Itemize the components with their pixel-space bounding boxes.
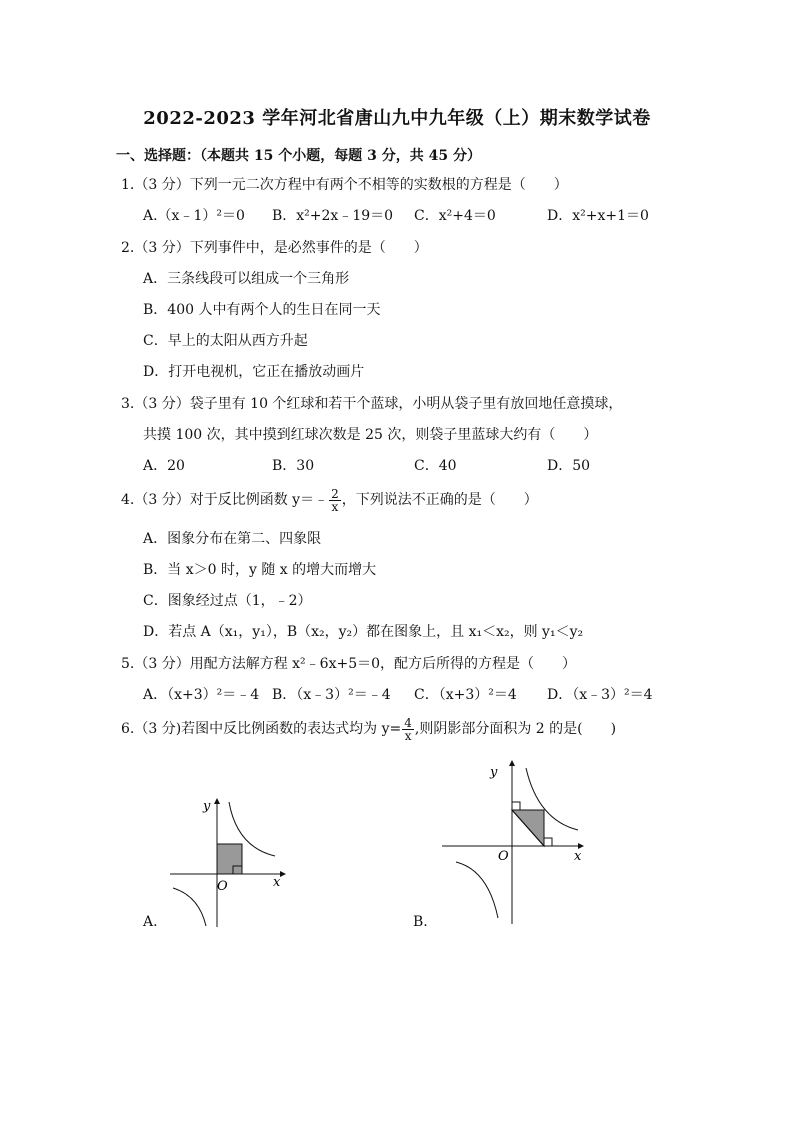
- question-2-stem: 2.（3 分）下列事件中，是必然事件的是（ ）: [121, 240, 428, 256]
- y-axis-arrow: [214, 798, 220, 804]
- origin-label: O: [217, 879, 228, 894]
- question-3-stem-line-1: 3.（3 分）袋子里有 10 个红球和若干个蓝球，小明从袋子里有放回地任意摸球，: [121, 396, 623, 412]
- question-3-stem-line-2: 共摸 100 次，其中摸到红球次数是 25 次，则袋子里蓝球大约有（ ）: [143, 427, 598, 443]
- fraction-denominator: x: [331, 499, 339, 514]
- figure-a-label: A.: [143, 914, 158, 930]
- figure-a: [165, 792, 290, 932]
- question-5-option-b: B．（x﹣3）²＝﹣4: [272, 687, 391, 703]
- question-2-option-c: C．早上的太阳从西方升起: [143, 333, 308, 349]
- question-3-option-d: D．50: [547, 458, 591, 474]
- question-5-option-c: C．（x+3）²＝4: [414, 687, 517, 703]
- right-angle-mark-bottom: [544, 838, 552, 846]
- origin-label: O: [498, 849, 509, 864]
- question-4-stem-pre: 4.（3 分）对于反比例函数 y＝﹣: [121, 492, 329, 508]
- question-4-option-d: D．若点 A（x₁，y₁），B（x₂，y₂）都在图象上，且 x₁＜x₂，则 y₁＜y₂: [143, 624, 584, 640]
- question-5-option-d: D．（x﹣3）²＝4: [547, 687, 653, 703]
- question-3-option-c: C．40: [414, 458, 457, 474]
- question-6-stem: [121, 714, 616, 744]
- x-axis-label: x: [273, 875, 281, 890]
- hyperbola-branch-q3: [173, 888, 206, 926]
- question-2-option-b: B．400 人中有两个人的生日在同一天: [143, 302, 381, 318]
- question-5-option-a: A．（x+3）²＝﹣4: [143, 687, 260, 703]
- question-4-fraction: [329, 488, 341, 513]
- right-angle-mark-top: [512, 802, 520, 810]
- question-4-stem: [121, 487, 538, 513]
- question-1-option-b: B．x²+2x﹣19＝0: [272, 208, 394, 224]
- y-axis-label: y: [490, 765, 498, 780]
- question-4-option-b: B．当 x＞0 时，y 随 x 的增大而增大: [143, 562, 377, 578]
- question-6-fraction: [402, 717, 414, 742]
- question-1-option-a: A.（x﹣1）²＝0: [143, 208, 245, 224]
- question-4-option-a: A．图象分布在第二、四象限: [143, 531, 322, 547]
- x-axis-label: x: [574, 849, 582, 864]
- question-1-option-c: C．x²+4＝0: [414, 208, 496, 224]
- shaded-rectangle: [217, 844, 242, 874]
- question-2-option-a: A．三条线段可以组成一个三角形: [143, 271, 350, 287]
- question-1-option-d: D．x²+x+1＝0: [547, 208, 649, 224]
- question-3-option-a: A．20: [143, 458, 185, 474]
- section-heading: 一、选择题：（本题共 15 个小题，每题 3 分，共 45 分）: [116, 148, 481, 164]
- page-title: 2022-2023 学年河北省唐山九中九年级（上）期末数学试卷: [143, 108, 651, 129]
- fraction-denominator: x: [404, 728, 412, 743]
- question-4-stem-post: ，下列说法不正确的是（ ）: [341, 492, 538, 508]
- figure-b: [440, 758, 600, 928]
- figure-b-label: B.: [413, 914, 428, 930]
- fraction-numerator: 4: [404, 715, 412, 730]
- question-3-option-b: B．30: [272, 458, 315, 474]
- question-1-stem: 1.（3 分）下列一元二次方程中有两个不相等的实数根的方程是（ ）: [121, 177, 568, 193]
- question-6-stem-post: ,则阴影部分面积为 2 的是( ): [414, 721, 617, 737]
- question-4-option-c: C．图象经过点（1，﹣2）: [143, 593, 312, 609]
- question-5-stem: 5.（3 分）用配方法解方程 x²﹣6x+5＝0，配方后所得的方程是（ ）: [121, 656, 577, 672]
- y-axis-arrow: [509, 760, 515, 766]
- hyperbola-branch-q3: [456, 862, 498, 918]
- x-axis-arrow: [280, 871, 286, 877]
- question-2-option-d: D．打开电视机，它正在播放动画片: [143, 364, 365, 380]
- y-axis-label: y: [203, 799, 211, 814]
- question-6-stem-pre: 6.（3 分)若图中反比例函数的表达式均为 y=: [121, 721, 402, 737]
- fraction-numerator: 2: [331, 486, 339, 501]
